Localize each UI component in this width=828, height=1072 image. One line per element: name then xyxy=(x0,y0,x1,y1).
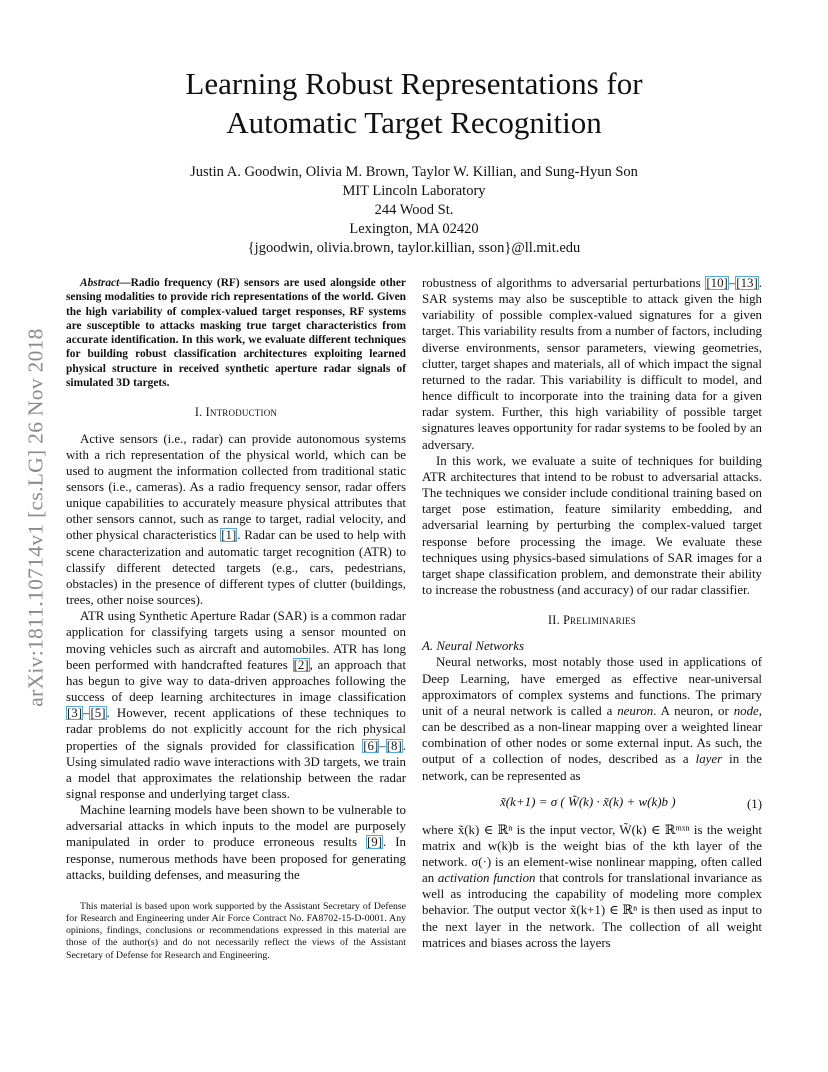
citation-link[interactable]: [2] xyxy=(293,657,309,672)
paragraph-text: . SAR systems may also be susceptible to attack given the high variability of possible complex-valued signatures for a given target. This variability results from a number of factors, including diverse environments, sensor parameters, viewing geometries, clutter, target shapes and materials, all of which impact the signal returned to the radar. This variability is difficult to model, and hence difficult to incorporate into the training data for a given radar system. Further, this high variability of possible target signatures leaves opportunity for radar systems to be fooled by an adversary. xyxy=(422,276,762,452)
right-column xyxy=(422,275,762,951)
title-line-1: Learning Robust Representations for xyxy=(185,66,643,101)
citation-link[interactable]: [13] xyxy=(736,276,758,290)
citation-link[interactable]: [1] xyxy=(221,528,237,543)
paragraph-text: where x̃(k) ∈ ℝⁿ is the input vector, W̃(k) ∈ ℝᵐˣⁿ is the weight matrix and w(k)b is the weight bias of the kth layer of the network. σ(·) is an element-wise nonlinear mapping, often called an xyxy=(422,822,762,886)
emphasis-term: neuron xyxy=(617,703,654,718)
citation-dash: – xyxy=(83,706,90,721)
paragraph-text: Active sensors (i.e., radar) can provide autonomous systems with a rich representation of the physical world, which can be used to augment the information collected from traditional static sensors (i.e., cameras). As a radio frequency sensor, radar offers unique capabilities to accurately measure physical attributes that other sensors cannot, such as range to target, radial velocity, and other physical characteristics xyxy=(66,431,406,543)
section-title: Preliminaries xyxy=(563,613,636,628)
paragraph-text: . In response, numerous methods have been proposed for generating attacks, building defenses, and measuring the xyxy=(66,835,406,882)
emphasis-term: layer xyxy=(695,752,723,767)
citation-link[interactable]: [10] xyxy=(706,276,728,290)
intro-paragraph-1 xyxy=(66,431,406,609)
paragraph-text: . Using simulated radio wave interactions with 3D targets, we train a model that approximates the relationship between the radar signal response and underlying target class. xyxy=(66,738,406,801)
paragraph-text: ATR using Synthetic Aperture Radar (SAR) is a common radar application for classifying targets using a sensor mounted on moving vehicles such as aircraft and automobiles. ATR has long been performed with handcrafted features xyxy=(66,609,406,672)
arxiv-identifier: arXiv:1811.10714v1 [cs.LG] 26 Nov 2018 xyxy=(23,327,48,707)
citation-link[interactable]: [8] xyxy=(386,738,402,753)
author-names: Justin A. Goodwin, Olivia M. Brown, Taylor W. Killian, and Sung-Hyun Son xyxy=(190,164,638,180)
city-address: Lexington, MA 02420 xyxy=(349,221,479,237)
intro-paragraph-4: In this work, we evaluate a suite of techniques for building ATR architectures that intend to be robust to adversarial attacks. The techniques we consider include conditional training based on target pose estimation, feature similarity embedding, and adversarial learning by perturbing the complex-valued target response before processing the image. We evaluate these techniques using physics-based simulations of SAR images for a target shape classification problem, and demonstrate their ability to increase the robustness (and accuracy) of our radar classifier. xyxy=(422,453,762,597)
paragraph-text: . However, recent applications of these techniques to radar problems do not explicitly account for the rich physical properties of the signals provided for classification xyxy=(66,706,406,753)
affiliation: MIT Lincoln Laboratory xyxy=(342,183,486,199)
citation-dash: – xyxy=(379,738,386,753)
section-number: II. xyxy=(548,613,564,628)
nn-paragraph-2 xyxy=(422,822,762,951)
emphasis-term: activation function xyxy=(437,871,536,886)
intro-paragraph-3 xyxy=(66,802,406,883)
paragraph-text: , an approach that has begun to give way to data-driven approaches following the success of deep learning architectures in image classification xyxy=(66,657,406,705)
left-column xyxy=(66,276,406,883)
emphasis-term: node xyxy=(733,703,759,718)
citation-link[interactable]: [6] xyxy=(363,738,379,753)
nn-paragraph-1 xyxy=(422,654,762,783)
street-address: 244 Wood St. xyxy=(374,202,454,218)
funding-footnote: This material is based upon work supported by the Assistant Secretary of Defense for Research and Engineering under Air Force Contract No. FA8702-15-D-0001. Any opinions, findings, conclusions or recommendations expressed in this material are those of the author(s) and do not necessarily reflect the views of the Assistant Secretary of Defense for Research and Engineering. xyxy=(66,901,406,961)
author-block xyxy=(0,163,828,258)
equation-1 xyxy=(422,788,762,818)
paragraph-text: robustness of algorithms to adversarial perturbations xyxy=(422,276,706,290)
section-heading-introduction xyxy=(66,404,406,420)
arxiv-sidebar xyxy=(24,272,48,762)
paragraph-text: in the network, can be represented as xyxy=(422,752,762,783)
citation-dash: – xyxy=(728,276,736,290)
intro-paragraph-2 xyxy=(66,608,406,802)
equation-number: (1) xyxy=(746,796,762,811)
paragraph-text: . Radar can be used to help with scene characterization and automatic target recognition (ATR) to classify different detected targets (e.g., cars, pedestrians, obstacles) in the presence of different types of clutter (buildings, trees, other noise sources). xyxy=(66,528,406,608)
paragraph-text: . A neuron, or xyxy=(653,703,734,718)
intro-paragraph-3-continued xyxy=(422,275,762,453)
abstract xyxy=(66,276,406,390)
paragraph-text: Machine learning models have been shown to be vulnerable to adversarial attacks in which inputs to the model are purposely manipulated in order to produce erroneous results xyxy=(66,803,406,850)
abstract-label: Abstract xyxy=(80,277,120,289)
paragraph-text: that controls for translational invariance as well as introducing the capability of modeling more complex behavior. The output vector x̃(k+1) ∈ ℝⁿ is then used as input to the next layer in the network. The collection of all weight matrices and biases across the layers xyxy=(422,871,763,950)
abstract-text: —Radio frequency (RF) sensors are used alongside other sensing modalities to provide rich representations of the world. Given the high variability of complex-valued target responses, RF systems are susceptible to attacks masking true target characteristics from accurate identification. In this work, we evaluate different techniques for building robust classification architectures exploiting learned physical structure in received synthetic aperture radar signals of simulated 3D targets. xyxy=(66,277,406,390)
section-heading-preliminaries xyxy=(422,612,762,628)
title-line-2: Automatic Target Recognition xyxy=(226,105,602,140)
citation-link[interactable]: [5] xyxy=(90,706,106,721)
section-title: Introduction xyxy=(205,405,278,420)
paper-title xyxy=(0,64,828,142)
citation-link[interactable]: [3] xyxy=(67,706,83,721)
author-emails: {jgoodwin, olivia.brown, taylor.killian, sson}@ll.mit.edu xyxy=(247,240,581,256)
citation-link[interactable]: [9] xyxy=(367,835,383,850)
section-number: I. xyxy=(194,405,206,420)
subsection-heading-neural-networks: A. Neural Networks xyxy=(422,639,525,654)
equation-body: x̃(k+1) = σ ( W̃(k) · x̃(k) + w(k)b ) xyxy=(500,793,676,809)
paragraph-text: Neural networks, most notably those used in applications of Deep Learning, have emerged as effective near-universal approximators of complex systems and functions. The primary unit of a neural network is called a xyxy=(422,655,762,718)
paragraph-text: , can be described as a non-linear mapping over a weighted linear combination of other nodes or some external input. As such, the output of a collection of nodes, described as a xyxy=(422,703,762,767)
